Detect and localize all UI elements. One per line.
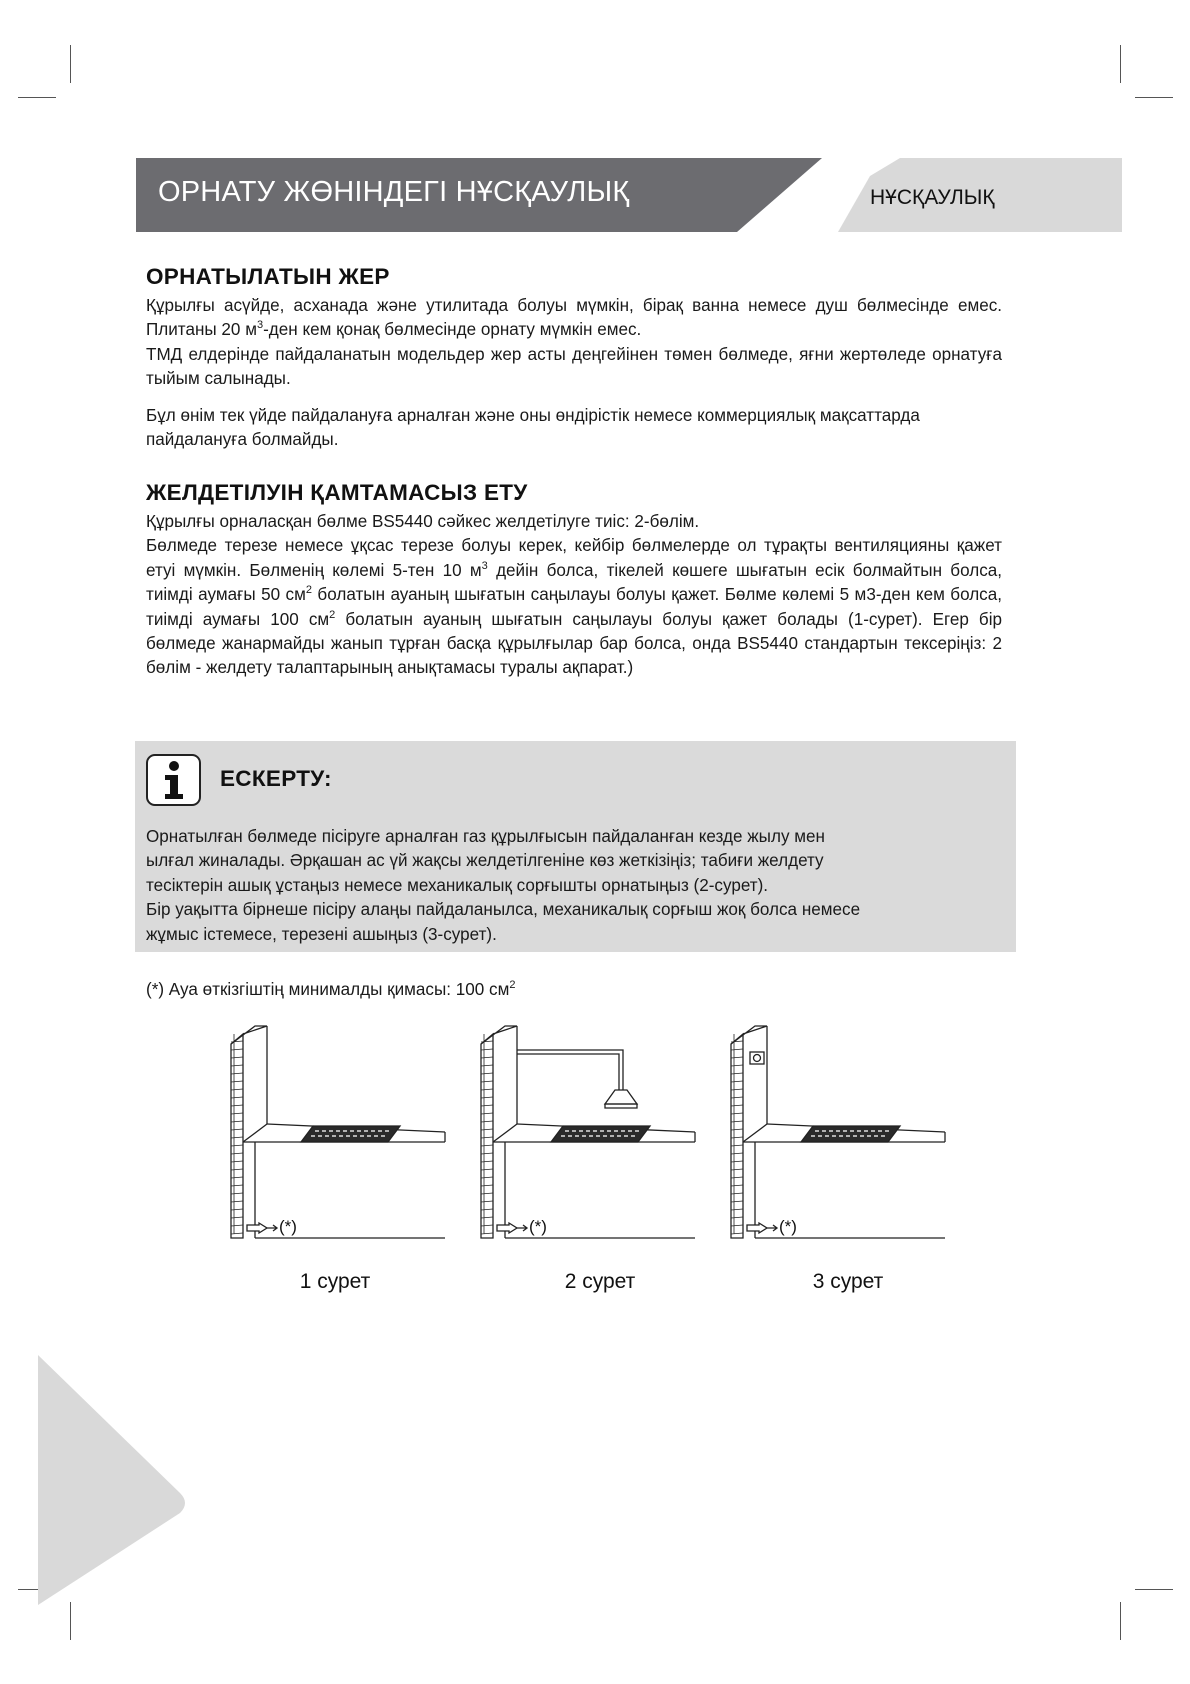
superscript: 2 xyxy=(305,584,312,597)
extractor-hood-icon xyxy=(517,1050,637,1108)
gas-hob-icon xyxy=(801,1126,900,1142)
paragraph-text: Бөлмеде терезе немесе ұқсас терезе болуы керек, кейбір бөлмелерде ол тұрақты вентиляцияны қажет етуі мүмкін. Бөлменің көлемі 5-тен 10 м xyxy=(146,536,1002,580)
brick-wall xyxy=(481,1026,517,1238)
note-line: Орнатылған бөлмеде пісіруге арналған газ құрылғысын пайдаланған кезде жылу мен xyxy=(146,827,825,846)
paragraph-text: болатын ауаның шығатын саңылауы болуы қажет. Бөлме көлемі 5 м3-ден кем болса, тиімді аумағы 100 см xyxy=(146,585,1002,629)
note-line: Бір уақытта бірнеше пісіру алаңы пайдаланылса, механикалық сорғыш жоқ болса немесе xyxy=(146,900,861,920)
paragraph-text: болатын ауаның шығатын саңылауы болуы қажет болады (1-сурет). Егер бір бөлмеде жанармайды жанып тұрған басқа құрылғылар бар болса, онда BS5440 стандартын тексеріңіз: 2 бөлім - желдету талаптарының анықтамасы туралы ақпарат.) xyxy=(146,609,1003,678)
note-body xyxy=(146,825,1006,947)
paragraph xyxy=(146,534,1002,680)
section-tab-label: НҰСҚАУЛЫҚ xyxy=(870,186,995,209)
section-heading: ОРНАТЫЛАТЫН ЖЕР xyxy=(146,264,390,289)
superscript: 3 xyxy=(256,319,264,332)
vent-arrow-icon xyxy=(497,1223,527,1233)
paragraph xyxy=(146,294,1002,343)
vent-arrow-icon xyxy=(747,1223,777,1233)
kitchen-illustration xyxy=(465,1020,715,1260)
gas-hob-icon xyxy=(551,1126,650,1142)
crop-mark xyxy=(1120,1602,1121,1640)
brick-wall xyxy=(231,1026,267,1238)
gas-hob-icon xyxy=(301,1126,400,1142)
superscript: 2 xyxy=(329,608,336,621)
footnote xyxy=(146,980,846,1000)
paragraph: Бұл өнім тек үйде пайдалануға арналған және оны өндірістік немесе коммерциялық мақсаттарда пайдалануға болмайды. xyxy=(146,405,920,450)
corner-triangle-decoration xyxy=(0,1355,200,1605)
info-icon xyxy=(146,754,201,806)
note-line: ылғал жиналады. Әрқашан ас үй жақсы желдетілгеніне көз жеткізіңіз; табиғи желдету xyxy=(146,851,824,871)
kitchen-illustration xyxy=(215,1020,465,1260)
paragraph-text: Құрылғы асүйде, асханада және утилитада болуы мүмкін, бірақ ванна немесе душ бөлмесінде емес. Плитаны 20 м xyxy=(146,296,1002,340)
page-title: ОРНАТУ ЖӨНІНДЕГІ НҰСҚАУЛЫҚ xyxy=(158,176,630,208)
paragraph-text: дейін болса, тікелей көшеге шығатын есік болмайтын болса, тиімді аумағы 50 см xyxy=(146,560,1002,605)
superscript: 2 xyxy=(509,979,516,991)
section-location xyxy=(146,264,1002,452)
crop-mark xyxy=(70,1602,71,1640)
air-vent-marker: (*) xyxy=(779,1217,797,1236)
air-vent-marker: (*) xyxy=(279,1217,297,1236)
paragraph: ТМД елдерінде пайдаланатын модельдер жер асты деңгейінен төмен бөлмеде, яғни жертөледе орнатуға тыйым салынады. xyxy=(146,344,1002,389)
paragraph-text: -ден кем қонақ бөлмесінде орнату мүмкін емес. xyxy=(263,320,642,340)
paragraph: Құрылғы орналасқан бөлме BS5440 сәйкес желдетілуге тиіс: 2-бөлім. xyxy=(146,512,700,531)
section-ventilation xyxy=(146,480,1002,681)
note-title: ЕСКЕРТУ: xyxy=(220,766,332,791)
air-vent-marker: (*) xyxy=(529,1217,547,1236)
figure-1 xyxy=(215,1020,465,1260)
section-heading: ЖЕЛДЕТІЛУІН ҚАМТАМАСЫЗ ЕТУ xyxy=(146,480,528,505)
figure-caption: 3 сурет xyxy=(812,1270,884,1293)
figure-caption: 1 сурет xyxy=(299,1270,371,1293)
note-line: жұмыс істемесе, терезені ашыңыз (3-сурет). xyxy=(146,924,497,944)
kitchen-illustration xyxy=(715,1020,965,1260)
figure-2 xyxy=(465,1020,715,1260)
vent-arrow-icon xyxy=(247,1223,277,1233)
window-vent-icon xyxy=(750,1052,764,1064)
crop-mark xyxy=(1135,1589,1173,1590)
warning-note-box xyxy=(135,741,1016,952)
superscript: 3 xyxy=(481,559,488,572)
note-line: тесіктерін ашық ұстаңыз немесе механикалық сорғышты орнатыңыз (2-сурет). xyxy=(146,875,769,895)
figure-caption: 2 сурет xyxy=(564,1270,636,1293)
figure-3 xyxy=(715,1020,965,1260)
footnote-text: (*) Ауа өткізгіштің минималды қимасы: 100 см xyxy=(146,980,510,999)
